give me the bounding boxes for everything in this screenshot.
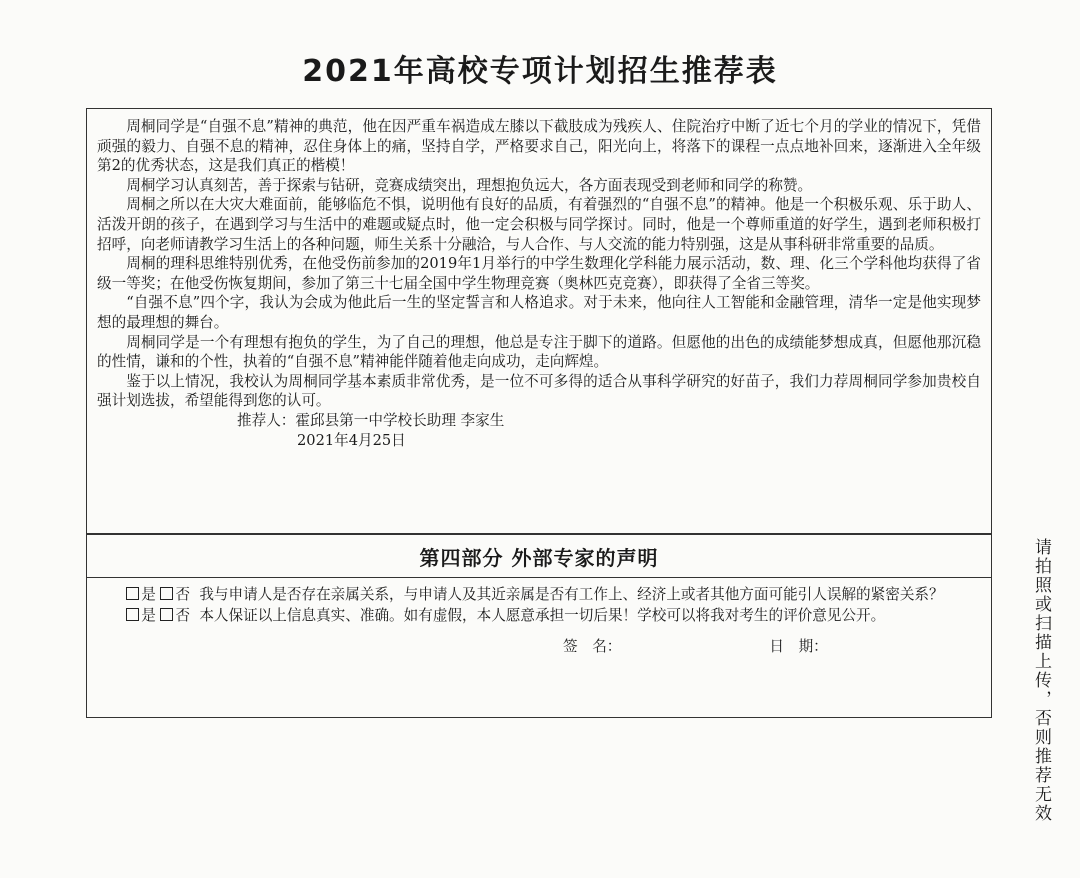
recommendation-box [86,108,992,534]
recommendation-paragraph: 周桐同学是“自强不息”精神的典范，他在因严重车祸造成左膝以下截肢成为残疾人、住院治疗中断了近七个月的学业的情况下，凭借顽强的毅力、自强不息的精神，忍住身体上的痛，坚持自学，严格要求自己，阳光向上，将落下的课程一点点地补回来，逐渐进入全年级第2的优秀状态，这是我们真正的楷模！ [97,118,981,175]
declaration-item-2 [97,605,981,626]
date-label: 日 期： [769,638,828,655]
recommender-signature: 推荐人：霍邱县第一中学校长助理 李家生 [237,411,505,429]
no-label: 否 [175,607,191,624]
yes-label: 是 [141,586,156,603]
no-label: 否 [175,586,191,603]
no-checkbox[interactable] [160,587,173,600]
recommendation-text [87,109,991,450]
form-title: 2021年高校专项计划招生推荐表 [302,54,778,89]
recommendation-date: 2021年4月25日 [297,431,406,449]
recommendation-paragraph: “自强不息”四个字，我认为会成为他此后一生的坚定誓言和人格追求。对于未来，他向往人工智能和金融管理，清华一定是他实现梦想的最理想的舞台。 [97,294,981,331]
no-checkbox[interactable] [160,608,173,621]
declaration-statement-1: 我与申请人是否存在亲属关系，与申请人及其近亲属是否有工作上、经济上或者其他方面可能引人误解的紧密关系？ [199,586,944,603]
recommendation-paragraph: 周桐同学是一个有理想有抱负的学生，为了自己的理想，他总是专注于脚下的道路。但愿他的出色的成绩能梦想成真，但愿他那沉稳的性情，谦和的个性，执着的“自强不息”精神能伴随着他走向成功，走向辉煌。 [97,333,981,371]
yes-checkbox[interactable] [126,587,139,600]
recommendation-paragraph: 鉴于以上情况，我校认为周桐同学基本素质非常优秀，是一位不可多得的适合从事科学研究的好苗子，我们力荐周桐同学参加贵校自强计划选拔，希望能得到您的认可。 [97,372,981,410]
declaration-item-1 [97,584,981,605]
upload-note: 请拍照或扫描上传，否则推荐无效 [1031,538,1051,823]
recommendation-paragraph: 周桐之所以在大灾大难面前，能够临危不惧，说明他有良好的品质，有着强烈的“自强不息”的精神。他是一个积极乐观、乐于助人、活泼开朗的孩子，在遇到学习与生活中的难题或疑点时，他一定会积极与同学探讨。同时，他是一个尊师重道的好学生，遇到老师积极打招呼，向老师请教学习生活上的各种问题，师生关系十分融洽，与人合作、与人交流的能力特别强，这是从事科研非常重要的品质。 [97,196,981,253]
expert-declaration-box [86,534,992,718]
yes-label: 是 [141,607,156,624]
declaration-statement-2: 本人保证以上信息真实、准确。如有虚假，本人愿意承担一切后果！学校可以将我对考生的评价意见公开。 [199,607,886,624]
section-header: 第四部分 外部专家的声明 [87,535,991,578]
recommendation-paragraph: 周桐的理科思维特别优秀，在他受伤前参加的2019年1月举行的中学生数理化学科能力展示活动，数、理、化三个学科他均获得了省级一等奖；在他受伤恢复期间，参加了第三十七届全国中学生物理竞赛（奥林匹克竞赛），即获得了全省三等奖。 [97,255,981,292]
recommendation-paragraph: 周桐学习认真刻苦，善于探索与钻研，竞赛成绩突出，理想抱负远大，各方面表现受到老师和同学的称赞。 [126,176,813,194]
sign-label: 签 名： [563,638,622,655]
signature-row [97,636,981,657]
yes-checkbox[interactable] [126,608,139,621]
declaration-body [87,578,991,657]
